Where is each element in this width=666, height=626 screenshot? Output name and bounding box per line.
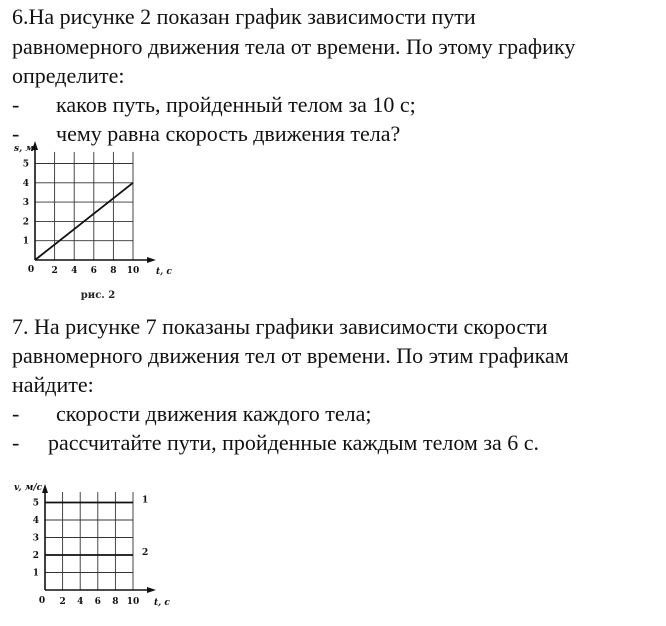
problem7-bullet-2: рассчитайте пути, пройденные каждым телом за 6 с.	[48, 430, 540, 455]
fig2-y-tick-label: 5	[22, 159, 29, 170]
fig2-x-axis-arrow	[147, 257, 156, 263]
problem7-bullet-1-dash: -	[12, 401, 20, 426]
problem6-bullet-1: каков путь, пройденный телом за 10 с;	[56, 92, 416, 117]
fig2-origin-label: 0	[27, 265, 35, 275]
fig7-x-tick-label: 10	[126, 597, 140, 607]
fig7-y-axis-arrow	[42, 484, 48, 493]
problem7-line-2: равномерного движения тел от времени. По этим графикам	[12, 343, 569, 368]
fig2-x-tick-label: 4	[71, 266, 78, 276]
fig7-y-axis-label: v, м/с	[14, 483, 43, 493]
problem6-line-3: определите:	[12, 63, 125, 88]
fig2-y-axis-label: s, м	[14, 144, 34, 154]
fig7-y-tick-label: 4	[32, 516, 39, 526]
fig7-y-tick-label: 2	[32, 551, 39, 561]
fig7-y-tick-label: 3	[32, 533, 39, 544]
fig2-y-tick-label: 1	[22, 236, 29, 247]
fig2-x-tick-label: 6	[90, 266, 97, 276]
fig7-series-1-label: 1	[142, 495, 149, 506]
fig2-y-tick-label: 4	[22, 178, 29, 189]
fig7-x-tick-label: 4	[77, 597, 84, 607]
problem7-bullet-2-dash: -	[12, 430, 20, 455]
fig7-y-tick-label: 5	[32, 498, 39, 509]
fig7-origin-label: 0	[38, 596, 46, 606]
fig2-caption: рис. 2	[80, 290, 116, 301]
problem6-bullet-2-dash: -	[12, 121, 20, 146]
fig7-x-tick-label: 6	[94, 597, 101, 607]
fig7-x-axis-arrow	[147, 587, 156, 593]
problem7-line-1: 7. На рисунке 7 показаны графики зависимости скорости	[12, 314, 548, 339]
fig2-x-tick-label: 2	[51, 266, 58, 276]
fig2-x-axis-label: t, с	[156, 267, 172, 277]
fig7-x-tick-label: 2	[59, 597, 66, 607]
problem7-line-3: найдите:	[12, 372, 94, 397]
fig7-x-tick-label: 8	[112, 597, 119, 607]
fig2-x-tick-label: 8	[110, 266, 117, 276]
problem6-line-2: равномерного движения тела от времени. По этому графику	[12, 34, 576, 59]
problem6-bullet-1-dash: -	[12, 92, 20, 117]
problem6-bullet-2: чему равна скорость движения тела?	[56, 121, 401, 146]
fig2-x-tick-label: 10	[126, 266, 140, 276]
problem6-line-1: 6.На рисунке 2 показан график зависимости пути	[12, 4, 476, 29]
fig7-x-axis-label: t, с	[154, 598, 170, 608]
fig2-y-tick-label: 3	[22, 198, 29, 209]
fig7-series-2-label: 2	[142, 548, 149, 558]
fig7-y-tick-label: 1	[32, 568, 39, 579]
problem7-bullet-1: скорости движения каждого тела;	[56, 401, 372, 426]
fig2-y-tick-label: 2	[22, 217, 29, 228]
